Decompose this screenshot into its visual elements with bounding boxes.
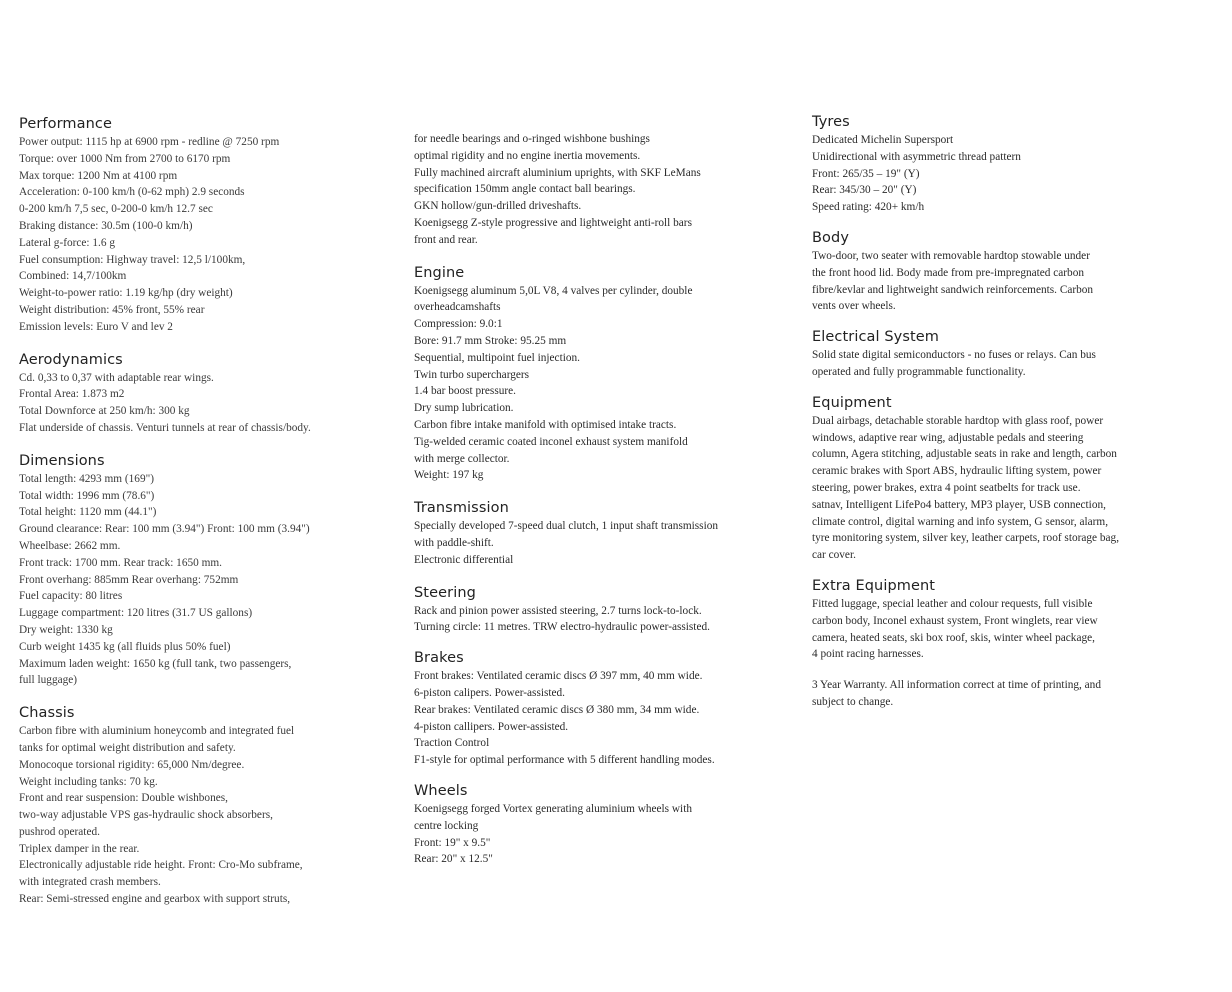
spacer: [812, 315, 1222, 327]
spec-line: climate control, digital warning and info system, G sensor, alarm,: [812, 515, 1109, 528]
spec-line: Front track: 1700 mm. Rear track: 1650 mm.: [19, 556, 222, 569]
heading-transmission: Transmission: [414, 500, 509, 517]
spacer: [414, 484, 799, 498]
column-right: [812, 112, 1222, 711]
spec-line: Rear: Semi-stressed engine and gearbox with support struts,: [19, 893, 291, 906]
spec-line: Solid state digital semiconductors - no fuses or relays. Can bus: [812, 349, 1096, 362]
spec-line: Total length: 4293 mm (169"): [19, 472, 154, 485]
section-performance: [19, 114, 399, 336]
spec-line: with integrated crash members.: [19, 876, 161, 889]
spacer: [414, 249, 799, 263]
section-equipment: [812, 393, 1222, 564]
spec-line: Weight: 197 kg: [414, 469, 484, 482]
section-chassis: [19, 703, 399, 908]
spacer: [812, 381, 1222, 393]
spec-line: Carbon fibre with aluminium honeycomb and integrated fuel: [19, 725, 295, 738]
spec-line: Monocoque torsional rigidity: 65,000 Nm/degree.: [19, 758, 245, 771]
spec-line: specification 150mm angle contact ball bearings.: [414, 183, 636, 196]
spec-line: Front overhang: 885mm Rear overhang: 752mm: [19, 573, 239, 586]
heading-wheels: Wheels: [414, 782, 468, 799]
section-chassis-continued: [414, 131, 799, 249]
spec-line: car cover.: [812, 549, 856, 562]
spec-line: Rear: 345/30 – 20" (Y): [812, 184, 917, 197]
spec-line: Fuel consumption: Highway travel: 12,5 l/100km,: [19, 253, 246, 266]
spec-line: Lateral g-force: 1.6 g: [19, 236, 115, 249]
spec-line: Koenigsegg forged Vortex generating aluminium wheels with: [414, 802, 692, 815]
spec-line: Front brakes: Ventilated ceramic discs Ø 397 mm, 40 mm wide.: [414, 670, 703, 683]
spec-line: Flat underside of chassis. Venturi tunnels at rear of chassis/body.: [19, 421, 311, 434]
spacer: [812, 216, 1222, 228]
section-tyres: [812, 112, 1222, 216]
spec-line: column, Agera stitching, adjustable seats in rake and length, carbon: [812, 448, 1117, 461]
heading-body: Body: [812, 229, 850, 246]
spacer: [812, 663, 1222, 677]
spec-line: Wheelbase: 2662 mm.: [19, 539, 121, 552]
spec-line: full luggage): [19, 674, 78, 687]
spec-line: Dry sump lubrication.: [414, 402, 514, 415]
spec-line: Traction Control: [414, 737, 490, 750]
spec-line: Rear brakes: Ventilated ceramic discs Ø 380 mm, 34 mm wide.: [414, 703, 700, 716]
spec-line: Fuel capacity: 80 litres: [19, 590, 123, 603]
spec-line: Luggage compartment: 120 litres (31.7 US gallons): [19, 607, 253, 620]
spec-line: Weight distribution: 45% front, 55% rear: [19, 303, 205, 316]
spec-line: Front: 265/35 – 19" (Y): [812, 167, 920, 180]
section-dimensions: [19, 451, 399, 689]
section-electrical-system: [812, 327, 1222, 381]
spec-line: Torque: over 1000 Nm from 2700 to 6170 rpm: [19, 152, 231, 165]
spec-line: Dedicated Michelin Supersport: [812, 134, 954, 146]
spec-line: overheadcamshafts: [414, 301, 501, 314]
spec-line: two-way adjustable VPS gas-hydraulic shock absorbers,: [19, 809, 273, 822]
spec-line: Speed rating: 420+ km/h: [812, 201, 925, 214]
spec-line: Dry weight: 1330 kg: [19, 623, 113, 636]
spec-line: fibre/kevlar and lightweight sandwich reinforcements. Carbon: [812, 283, 1094, 296]
spec-line: steering, power brakes, extra 4 point seatbelts for track use.: [812, 481, 1081, 494]
spec-line: Total height: 1120 mm (44.1"): [19, 506, 157, 519]
spec-line: Rack and pinion power assisted steering, 2.7 turns lock-to-lock.: [414, 604, 702, 617]
spec-line: Two-door, two seater with removable hardtop stowable under: [812, 249, 1090, 262]
spec-line: carbon body, Inconel exhaust system, Front winglets, rear view: [812, 614, 1098, 627]
spec-line: Maximum laden weight: 1650 kg (full tank, two passengers,: [19, 657, 292, 670]
column-middle: [414, 131, 799, 868]
spec-line: optimal rigidity and no engine inertia movements.: [414, 149, 641, 162]
spec-line: 0-200 km/h 7,5 sec, 0-200-0 km/h 12.7 sec: [19, 203, 213, 216]
spec-line: Fitted luggage, special leather and colour requests, full visible: [812, 597, 1093, 610]
spec-line: the front hood lid. Body made from pre-impregnated carbon: [812, 266, 1084, 279]
spec-line: pushrod operated.: [19, 825, 100, 838]
heading-engine: Engine: [414, 264, 465, 281]
spec-line: vents over wheels.: [812, 300, 896, 313]
spec-line: Combined: 14,7/100km: [19, 270, 127, 283]
spec-line: Weight-to-power ratio: 1.19 kg/hp (dry weight): [19, 287, 233, 300]
section-wheels: [414, 781, 799, 868]
spec-line: Carbon fibre intake manifold with optimised intake tracts.: [414, 418, 677, 431]
spec-line: Sequential, multipoint fuel injection.: [414, 351, 580, 364]
spec-line: front and rear.: [414, 233, 478, 246]
spec-line: Unidirectional with asymmetric thread pattern: [812, 150, 1021, 163]
spec-line: ceramic brakes with Sport ABS, hydraulic lifting system, power: [812, 465, 1102, 478]
spec-line: Frontal Area: 1.873 m2: [19, 388, 125, 401]
section-warranty: [812, 677, 1222, 711]
spec-line: Koenigsegg aluminum 5,0L V8, 4 valves per cylinder, double: [414, 284, 693, 297]
spacer: [812, 564, 1222, 576]
heading-performance: Performance: [19, 116, 112, 132]
spec-line: for needle bearings and o-ringed wishbone bushings: [414, 133, 650, 145]
spec-line: 1.4 bar boost pressure.: [414, 385, 516, 398]
spec-line: tanks for optimal weight distribution and safety.: [19, 741, 236, 754]
spec-line: Fully machined aircraft aluminium uprights, with SKF LeMans: [414, 166, 701, 179]
spec-line: GKN hollow/gun-drilled driveshafts.: [414, 200, 582, 213]
spec-line: Electronic differential: [414, 553, 514, 566]
spec-line: with paddle-shift.: [414, 536, 494, 549]
spec-line: with merge collector.: [414, 452, 510, 465]
warranty-note: 3 Year Warranty. All information correct at time of printing, and: [812, 679, 1101, 692]
spacer: [19, 336, 399, 350]
heading-brakes: Brakes: [414, 650, 464, 667]
heading-electrical-system: Electrical System: [812, 329, 940, 346]
spacer: [414, 636, 799, 648]
spec-line: 6-piston calipers. Power-assisted.: [414, 686, 565, 699]
spec-line: Braking distance: 30.5m (100-0 km/h): [19, 219, 193, 232]
spec-line: camera, heated seats, ski box roof, skis, winter wheel package,: [812, 631, 1095, 644]
spec-line: Front and rear suspension: Double wishbones,: [19, 792, 228, 805]
spec-line: satnav, Intelligent LifePo4 battery, MP3 player, USB connection,: [812, 498, 1106, 511]
spacer: [414, 769, 799, 781]
spec-line: Tig-welded ceramic coated inconel exhaust system manifold: [414, 435, 688, 448]
spec-line: Emission levels: Euro V and lev 2: [19, 320, 173, 333]
spacer: [19, 689, 399, 703]
spec-line: Curb weight 1435 kg (all fluids plus 50% fuel): [19, 640, 231, 653]
heading-steering: Steering: [414, 584, 476, 601]
spec-line: Bore: 91.7 mm Stroke: 95.25 mm: [414, 334, 567, 347]
heading-aerodynamics: Aerodynamics: [19, 351, 123, 368]
heading-equipment: Equipment: [812, 394, 892, 411]
section-transmission: [414, 498, 799, 568]
spec-line: Max torque: 1200 Nm at 4100 rpm: [19, 169, 178, 182]
spec-line: 4-piston callipers. Power-assisted.: [414, 720, 569, 733]
warranty-note: subject to change.: [812, 695, 894, 708]
spec-line: windows, adaptive rear wing, adjustable pedals and steering: [812, 431, 1084, 444]
spec-line: Power output: 1115 hp at 6900 rpm - redline @ 7250 rpm: [19, 136, 280, 148]
spec-line: Ground clearance: Rear: 100 mm (3.94") Front: 100 mm (3.94"): [19, 523, 310, 536]
spec-line: Compression: 9.0:1: [414, 318, 503, 331]
heading-chassis: Chassis: [19, 705, 75, 722]
spec-line: Triplex damper in the rear.: [19, 842, 140, 855]
spec-line: Total width: 1996 mm (78.6"): [19, 489, 155, 502]
heading-dimensions: Dimensions: [19, 452, 105, 469]
spec-line: Front: 19" x 9.5": [414, 836, 491, 849]
spec-line: Dual airbags, detachable storable hardtop with glass roof, power: [812, 414, 1104, 427]
heading-extra-equipment: Extra Equipment: [812, 577, 936, 594]
spec-line: Rear: 20" x 12.5": [414, 853, 493, 866]
spec-line: operated and fully programmable functionality.: [812, 365, 1026, 378]
spec-line: Koenigsegg Z-style progressive and lightweight anti-roll bars: [414, 216, 692, 229]
section-steering: [414, 583, 799, 637]
spacer: [19, 437, 399, 451]
section-extra-equipment: [812, 576, 1222, 663]
section-brakes: [414, 648, 799, 769]
performance-lines: [19, 134, 399, 336]
spec-line: Weight including tanks: 70 kg.: [19, 775, 158, 788]
section-body: [812, 228, 1222, 315]
heading-tyres: Tyres: [812, 114, 850, 130]
section-aerodynamics: [19, 350, 399, 437]
spec-line: Acceleration: 0-100 km/h (0-62 mph) 2.9 seconds: [19, 186, 245, 199]
section-engine: [414, 263, 799, 485]
spec-line: centre locking: [414, 819, 479, 832]
spec-line: F1-style for optimal performance with 5 different handling modes.: [414, 754, 715, 767]
spec-line: tyre monitoring system, silver key, leather carpets, roof storage bag,: [812, 532, 1120, 545]
spec-line: Cd. 0,33 to 0,37 with adaptable rear wings.: [19, 371, 214, 384]
column-left: [19, 114, 399, 908]
spec-line: 4 point racing harnesses.: [812, 648, 924, 661]
spec-line: Total Downforce at 250 km/h: 300 kg: [19, 405, 190, 418]
spec-line: Electronically adjustable ride height. Front: Cro-Mo subframe,: [19, 859, 303, 872]
spec-line: Specially developed 7-speed dual clutch, 1 input shaft transmission: [414, 520, 719, 533]
spacer: [414, 569, 799, 583]
spec-line: Twin turbo superchargers: [414, 368, 530, 381]
spec-line: Turning circle: 11 metres. TRW electro-hydraulic power-assisted.: [414, 621, 710, 634]
